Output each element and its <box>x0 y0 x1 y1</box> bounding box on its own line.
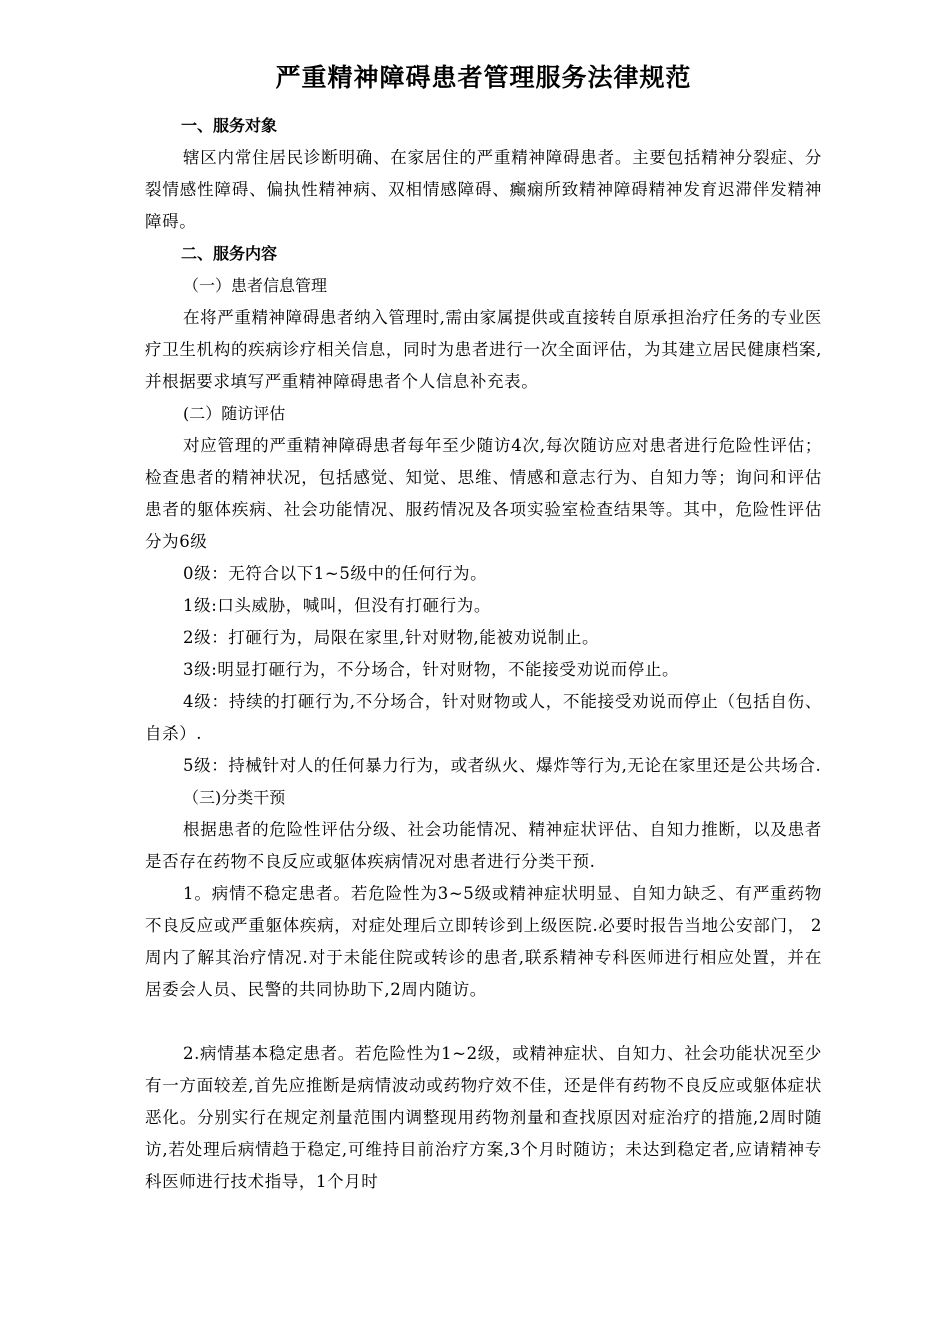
paragraph-unstable-patients: 1。病情不稳定患者。若危险性为3~5级或精神症状明显、自知力缺乏、有严重药物不良反应或严重躯体疾病，对症处理后立即转诊到上级医院.必要时报告当地公安部门， 2周内了解其治疗情况.对于未能住院或转诊的患者,联系精神专科医师进行相应处置，并在居委会人员、民警的共同协助下,2周内随访。 <box>145 884 822 999</box>
risk-level-3: 3级:明显打砸行为，不分场合，针对财物，不能接受劝说而停止。 <box>183 660 680 679</box>
risk-level-1: 1级:口头威胁，喊叫，但没有打砸行为。 <box>183 596 491 615</box>
subheading-followup: (二）随访评估 <box>183 404 286 423</box>
paragraph-followup: 对应管理的严重精神障碍患者每年至少随访4次,每次随访应对患者进行危险性评估；检查患者的精神状况，包括感觉、知觉、思维、情感和意志行为、自知力等；询问和评估患者的躯体疾病、社会功能情况、服药情况及各项实验室检查结果等。其中，危险性评估分为6级 <box>145 436 822 551</box>
page-title: 严重精神障碍患者管理服务法律规范 <box>275 63 692 92</box>
risk-level-0: 0级：无符合以下1~5级中的任何行为。 <box>183 564 488 583</box>
subheading-classified-intervention: （三)分类干预 <box>183 788 286 807</box>
section-heading-service-content: 二、服务内容 <box>181 244 278 263</box>
section-heading-service-target: 一、服务对象 <box>181 116 278 135</box>
paragraph-intervention-intro: 根据患者的危险性评估分级、社会功能情况、精神症状评估、自知力推断，以及患者是否存在药物不良反应或躯体疾病情况对患者进行分类干预. <box>145 820 822 871</box>
risk-level-2: 2级：打砸行为，局限在家里,针对财物,能被劝说制止。 <box>183 628 600 647</box>
risk-level-5: 5级：持械针对人的任何暴力行为，或者纵火、爆炸等行为,无论在家里还是公共场合. <box>183 756 822 775</box>
paragraph-stable-patients: 2.病情基本稳定患者。若危险性为1~2级，或精神症状、自知力、社会功能状况至少有一方面较差,首先应推断是病情波动或药物疗效不佳，还是伴有药物不良反应或躯体症状恶化。分别实行在规定剂量范围内调整现用药物剂量和查找原因对症治疗的措施,2周时随访,若处理后病情趋于稳定,可维持目前治疗方案,3个月时随访；未达到稳定者,应请精神专科医师进行技术指导，1个月时 <box>145 1044 822 1191</box>
risk-level-4: 4级：持续的打砸行为,不分场合，针对财物或人，不能接受劝说而停止（包括自伤、自杀）. <box>145 692 822 743</box>
paragraph-service-target: 辖区内常住居民诊断明确、在家居住的严重精神障碍患者。主要包括精神分裂症、分裂情感性障碍、偏执性精神病、双相情感障碍、癫痫所致精神障碍精神发育迟滞伴发精神障碍。 <box>145 148 822 231</box>
paragraph-gap <box>145 1006 822 1038</box>
paragraph-patient-info: 在将严重精神障碍患者纳入管理时,需由家属提供或直接转自原承担治疗任务的专业医疗卫生机构的疾病诊疗相关信息，同时为患者进行一次全面评估，为其建立居民健康档案,并根据要求填写严重精神障碍患者个人信息补充表。 <box>145 308 822 391</box>
subheading-patient-info: （一）患者信息管理 <box>183 276 328 295</box>
